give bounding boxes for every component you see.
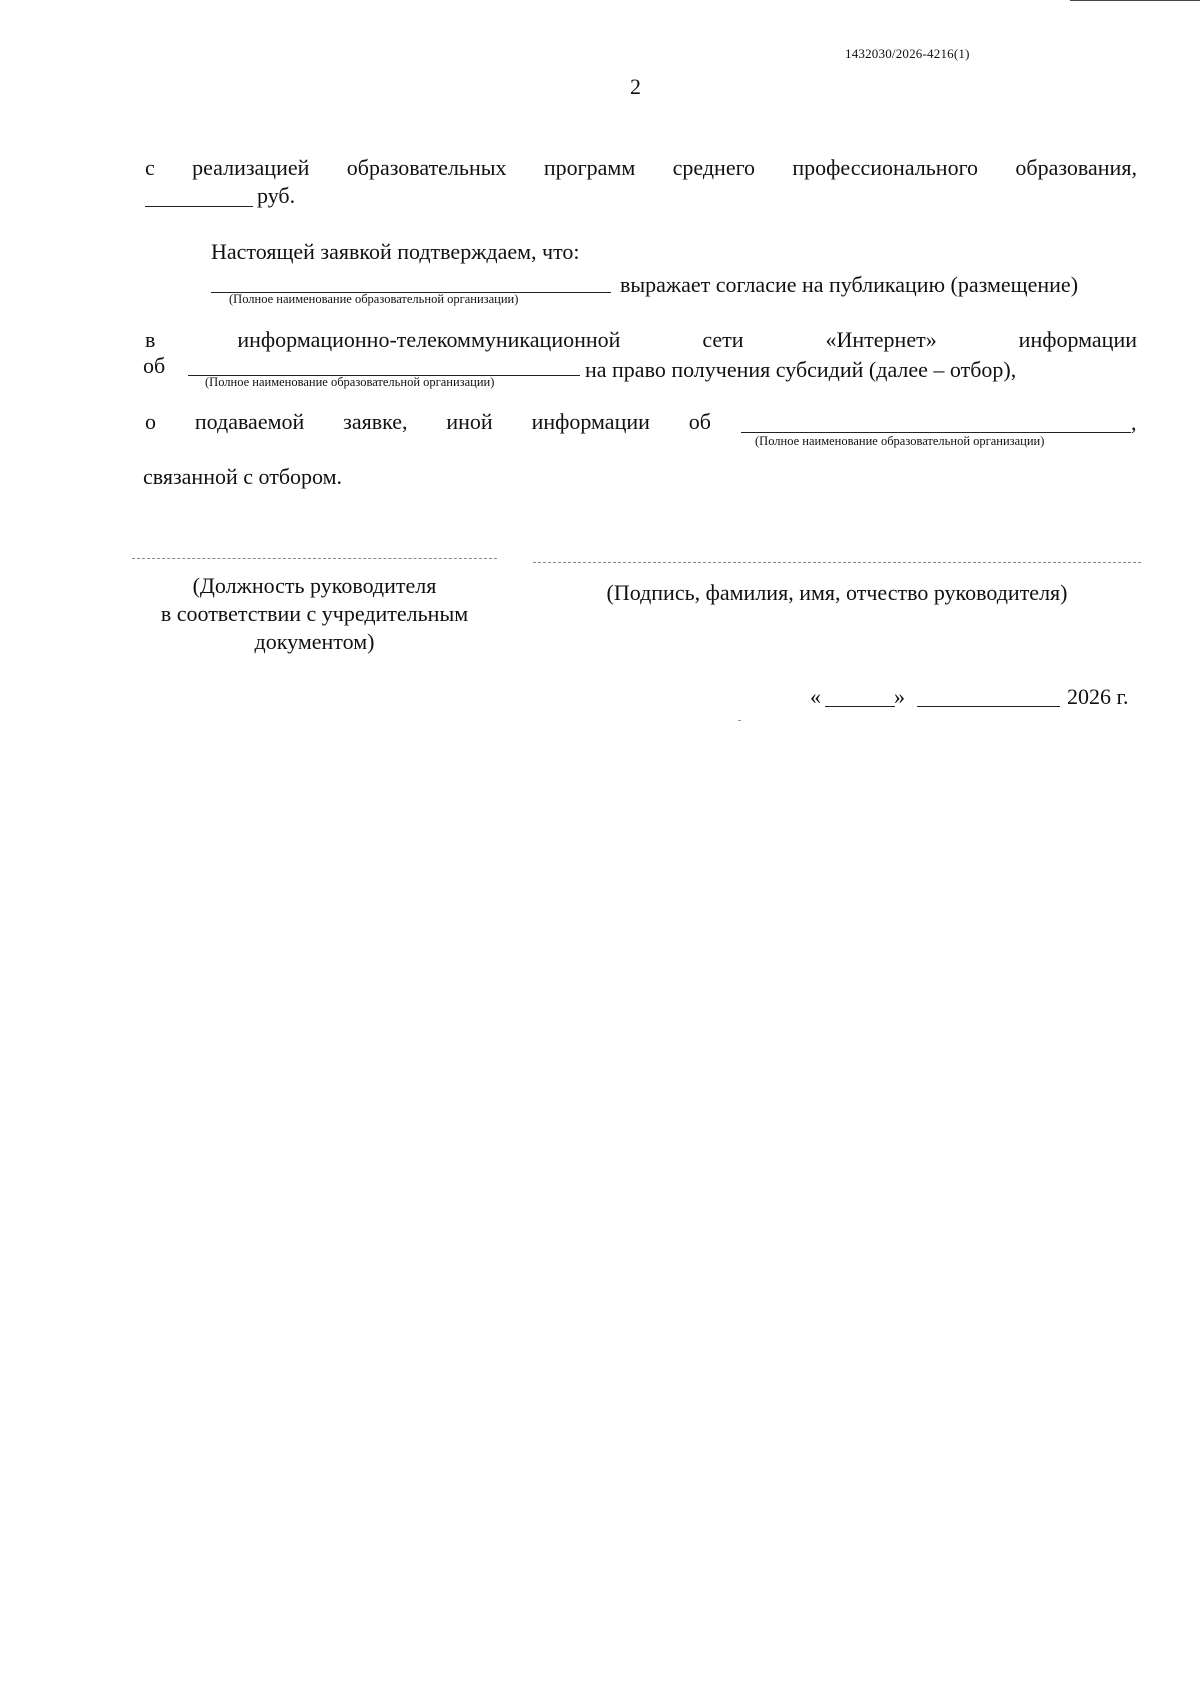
amount-blank-line: [145, 206, 253, 207]
page-number: 2: [630, 74, 641, 99]
signature-caption: (Подпись, фамилия, имя, отчество руководителя): [606, 580, 1068, 605]
date-close-quote: »: [894, 684, 905, 709]
document-number: 1432030/2026-4216(1): [845, 46, 970, 61]
word: об: [688, 409, 711, 434]
position-caption-line-3: документом): [254, 629, 375, 654]
org-name-blank-3: [741, 432, 1131, 433]
word: «Интернет»: [825, 327, 937, 352]
date-open-quote: «: [810, 684, 821, 709]
name-signature-line: [533, 562, 1141, 563]
org-name-caption-1: (Полное наименование образовательной организации): [229, 292, 519, 306]
word: профессионального: [792, 155, 979, 180]
date-year: 2026 г.: [1067, 684, 1129, 709]
position-caption-line-1: (Должность руководителя: [192, 573, 437, 598]
position-signature-line: [132, 558, 497, 559]
paragraph-line-1: [145, 155, 1137, 181]
org-name-caption-2: (Полное наименование образовательной организации): [205, 375, 495, 389]
word: подаваемой: [194, 409, 305, 434]
top-edge-line: [1070, 0, 1200, 1]
ob-prefix: об: [143, 353, 166, 378]
date-day-blank: [825, 706, 895, 707]
word: информационно-телекоммуникационной: [237, 327, 621, 352]
word: иной: [446, 409, 493, 434]
consent-text: выражает согласие на публикацию (размещение): [620, 272, 1079, 297]
word: заявке,: [343, 409, 408, 434]
right-to-receive-text: на право получения субсидий (далее – отбор),: [585, 357, 1017, 382]
confirm-intro: Настоящей заявкой подтверждаем, что:: [211, 239, 580, 264]
word: программ: [543, 155, 636, 180]
position-caption-line-2: в соответствии с учредительным: [160, 601, 469, 626]
org-name-caption-3: (Полное наименование образовательной организации): [755, 434, 1045, 448]
word: образования,: [1015, 155, 1137, 180]
word: среднего: [672, 155, 756, 180]
paragraph-line-internet: [145, 327, 1137, 353]
position-caption: [132, 572, 497, 656]
currency-label: руб.: [257, 183, 296, 208]
date-month-blank: [917, 706, 1060, 707]
scan-speck: [738, 720, 741, 721]
word: в: [145, 327, 156, 352]
word: о: [145, 409, 156, 434]
word: образовательных: [346, 155, 507, 180]
word: информации: [531, 409, 650, 434]
word: информации: [1018, 327, 1137, 352]
paragraph-line-submitted: [145, 409, 711, 435]
word: с: [145, 155, 155, 180]
word: реализацией: [192, 155, 310, 180]
related-text: связанной с отбором.: [143, 464, 343, 489]
word: сети: [702, 327, 744, 352]
trailing-comma: ,: [1131, 410, 1137, 435]
